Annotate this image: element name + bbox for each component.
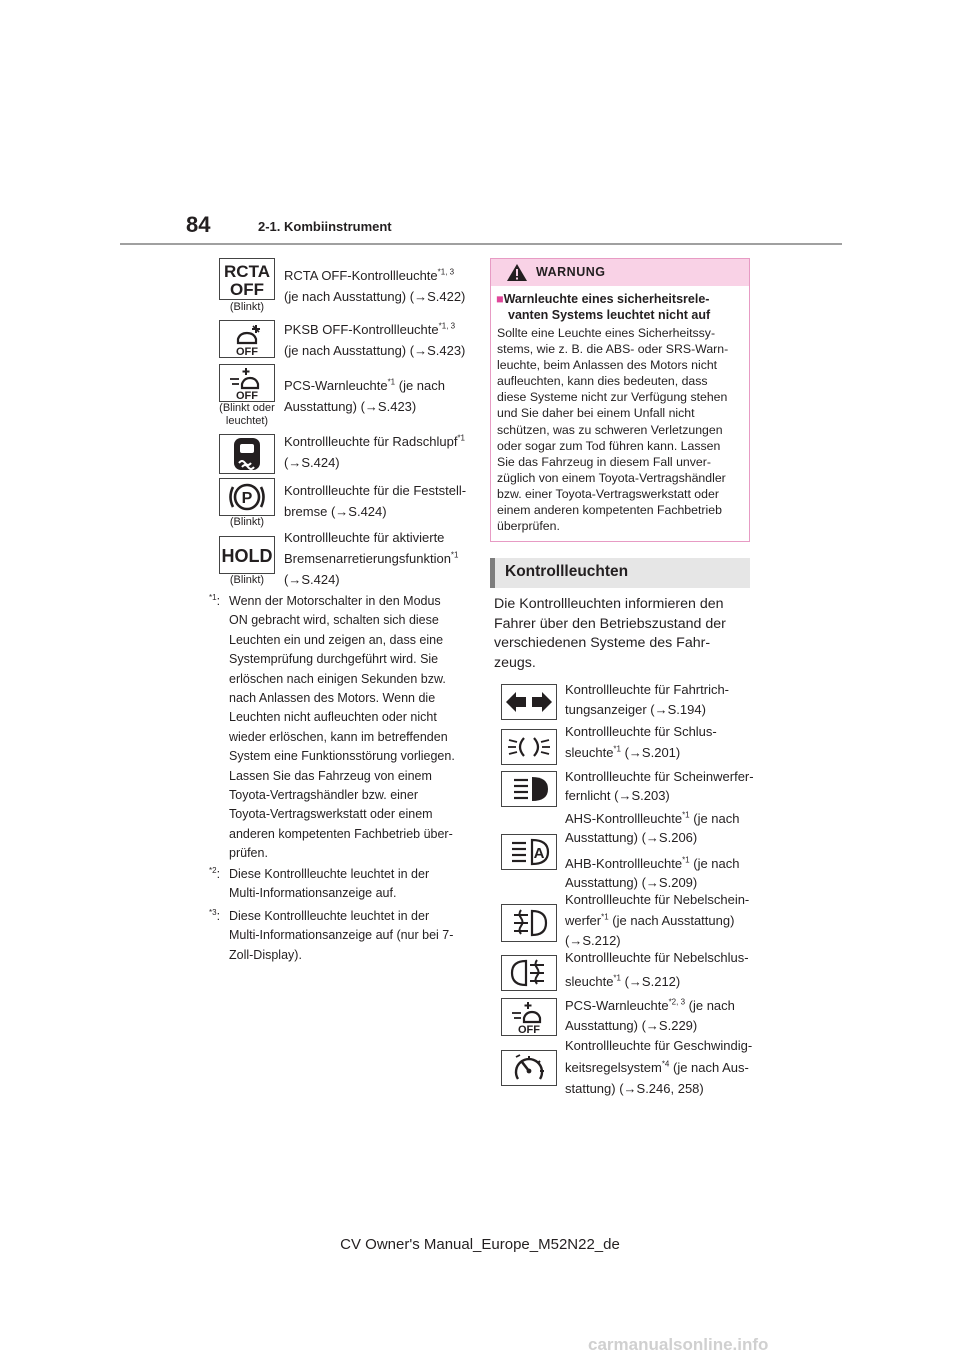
parking-brake-icon (219, 478, 275, 516)
indicator-text: Kontrollleuchte für Nebelschein- (565, 892, 750, 907)
pksb-off-icon (219, 320, 275, 358)
section-title: 2-1. Kombiinstrument (258, 219, 392, 234)
indicator-text: keitsregelsystem$^{*4}$ (je nach Aus- (565, 1059, 749, 1075)
p-label: P (241, 490, 253, 507)
indicator-text: werfer$^{*1}$ (je nach Ausstattung) (565, 912, 735, 928)
warning-header (491, 259, 749, 286)
footnote-2: $^{*2}$: Diese Kontrollleuchte leuchtet in der Multi-Informationsanzeige auf. (209, 865, 430, 901)
indicator-text: Kontrollleuchte für aktivierte (284, 530, 445, 545)
indicator-text: sleuchte$^{*1}$ (→S.201) (565, 744, 681, 760)
slip-indicator-icon (219, 434, 275, 474)
indicator-text: Kontrollleuchte für die Feststell- (284, 483, 467, 498)
indicator-text: Kontrollleuchte für Schlus- (565, 724, 717, 739)
indicator-text: (→S.424) (284, 572, 340, 587)
indicator-text: Ausstattung) (→S.206) (565, 830, 698, 845)
section-heading: Kontrollleuchten (505, 563, 629, 580)
front-fog-icon (501, 904, 557, 942)
warning-text: Sollte eine Leuchte eines Sicherheitssy- stems, wie z. B. die ABS- oder SRS-Warn- leuchte, beim Anlassen des Motors nicht aufleuchten, kann dies bedeuten, dass diese Systeme nicht zur Verfügung stehen und Sie daher bei einem Unfall nicht schützen, was zu schweren Verletzungen oder sogar zum Tod führen kann. Lassen Sie das Fahrzeug in diesem Fall unver- züglich von einem Toyota-Vertragshändler bzw. einer Toyota-Vertragswerkstatt oder einem anderen kompetenten Fachbetrieb überprüfen. (497, 326, 729, 534)
indicator-text: Bremsenarretierungsfunktion$^{*1}$ (284, 550, 459, 566)
indicator-text: PCS-Warnleuchte$^{*2, 3}$ (je nach (565, 997, 735, 1013)
tail-light-icon (501, 729, 557, 765)
indicator-text: Kontrollleuchte für Nebelschlus- (565, 950, 749, 965)
warning-triangle-icon (506, 263, 528, 282)
indicator-text: (je nach Ausstattung) (→S.422) (284, 289, 466, 304)
pcs-off-icon (501, 998, 557, 1036)
indicator-text: Kontrollleuchte für Geschwindig- (565, 1038, 753, 1053)
hold-label: HOLD (221, 546, 273, 566)
icon-caption: (Blinkt) (229, 301, 265, 313)
indicator-text: RCTA OFF-Kontrollleuchte$^{*1, 3}$ (284, 267, 455, 283)
header-divider (120, 243, 842, 245)
indicator-text: fernlicht (→S.203) (565, 788, 670, 803)
auto-high-beam-icon (501, 834, 557, 870)
page-number: 84 (186, 212, 211, 237)
indicator-text: Kontrollleuchte für Radschlupf$^{*1}$ (284, 433, 465, 449)
off-label: OFF (236, 346, 258, 357)
indicator-text: PCS-Warnleuchte$^{*1}$ (je nach (284, 377, 445, 393)
indicator-text: stattung) (→S.246, 258) (565, 1081, 704, 1096)
indicator-text: Ausstattung) (→S.423) (284, 399, 417, 414)
icon-caption: (Blinkt) (229, 516, 265, 528)
rcta-off-label: OFF (230, 280, 264, 299)
footer-text: CV Owner's Manual_Europe_M52N22_de (340, 1236, 620, 1253)
a-label: A (533, 845, 545, 862)
indicator-text: bremse (→S.424) (284, 504, 387, 519)
high-beam-icon (501, 771, 557, 807)
indicator-text: AHB-Kontrollleuchte$^{*1}$ (je nach (565, 855, 740, 871)
turn-signal-icon (501, 684, 557, 720)
icon-caption: (Blinkt) (229, 574, 265, 586)
rcta-off-icon (219, 258, 275, 300)
indicator-text: (→S.212) (565, 933, 621, 948)
indicator-text: Ausstattung) (→S.229) (565, 1018, 698, 1033)
warning-subtitle: ■Warnleuchte eines sicherheitsrele- vanten Systems leuchtet nicht auf (496, 292, 711, 322)
warning-title: WARNUNG (536, 265, 606, 279)
indicator-text: Kontrollleuchte für Scheinwerfer- (565, 769, 754, 784)
rear-fog-icon (501, 955, 557, 991)
indicator-text: sleuchte$^{*1}$ (→S.212) (565, 973, 681, 989)
indicator-text: (→S.424) (284, 455, 340, 470)
brake-hold-icon (219, 536, 275, 574)
icon-caption: (Blinkt oder leuchtet) (219, 402, 275, 427)
cruise-control-icon (501, 1050, 557, 1086)
intro-paragraph: Die Kontrollleuchten informieren den Fahrer über den Betriebszustand der verschiedenen Systeme des Fahr- zeugs. (494, 596, 726, 671)
footnote-3: $^{*3}$: Diese Kontrollleuchte leuchtet in der Multi-Informationsanzeige auf (nur bei 7- Zoll-Display). (209, 907, 454, 962)
indicator-text: Kontrollleuchte für Fahrtrich- (565, 682, 730, 697)
pcs-off-icon (219, 364, 275, 402)
indicator-text: PKSB OFF-Kontrollleuchte$^{*1, 3}$ (284, 321, 456, 337)
off-label: OFF (236, 390, 258, 401)
footnote-1: $^{*1}$: Wenn der Motorschalter in den Modus ON gebracht wird, schalten sich diese Leuchten ein und zeigen an, dass eine Systemprüfung durchgeführt wird. Sie erlöschen nach einigen Sekunden bzw. nach Anlassen des Motors. Wenn die Leuchten nicht aufleuchten oder nicht wieder erlöschen, kann im betreffenden System eine Funktionsstörung vorliegen. Lassen Sie das Fahrzeug von einem Toyota-Vertragshändler bzw. einer Toyota-Vertragswerkstatt oder einem anderen kompetenten Fachbetrieb über- prüfen. (209, 592, 455, 861)
indicator-text: tungsanzeiger (→S.194) (565, 702, 706, 717)
rcta-label: RCTA (224, 262, 270, 281)
indicator-text: (je nach Ausstattung) (→S.423) (284, 343, 466, 358)
indicator-text: AHS-Kontrollleuchte$^{*1}$ (je nach (565, 810, 740, 826)
square-bullet-icon: ■ (496, 292, 504, 306)
indicator-text: Ausstattung) (→S.209) (565, 875, 698, 890)
off-label: OFF (518, 1024, 540, 1035)
watermark: carmanualsonline.info (588, 1335, 769, 1354)
